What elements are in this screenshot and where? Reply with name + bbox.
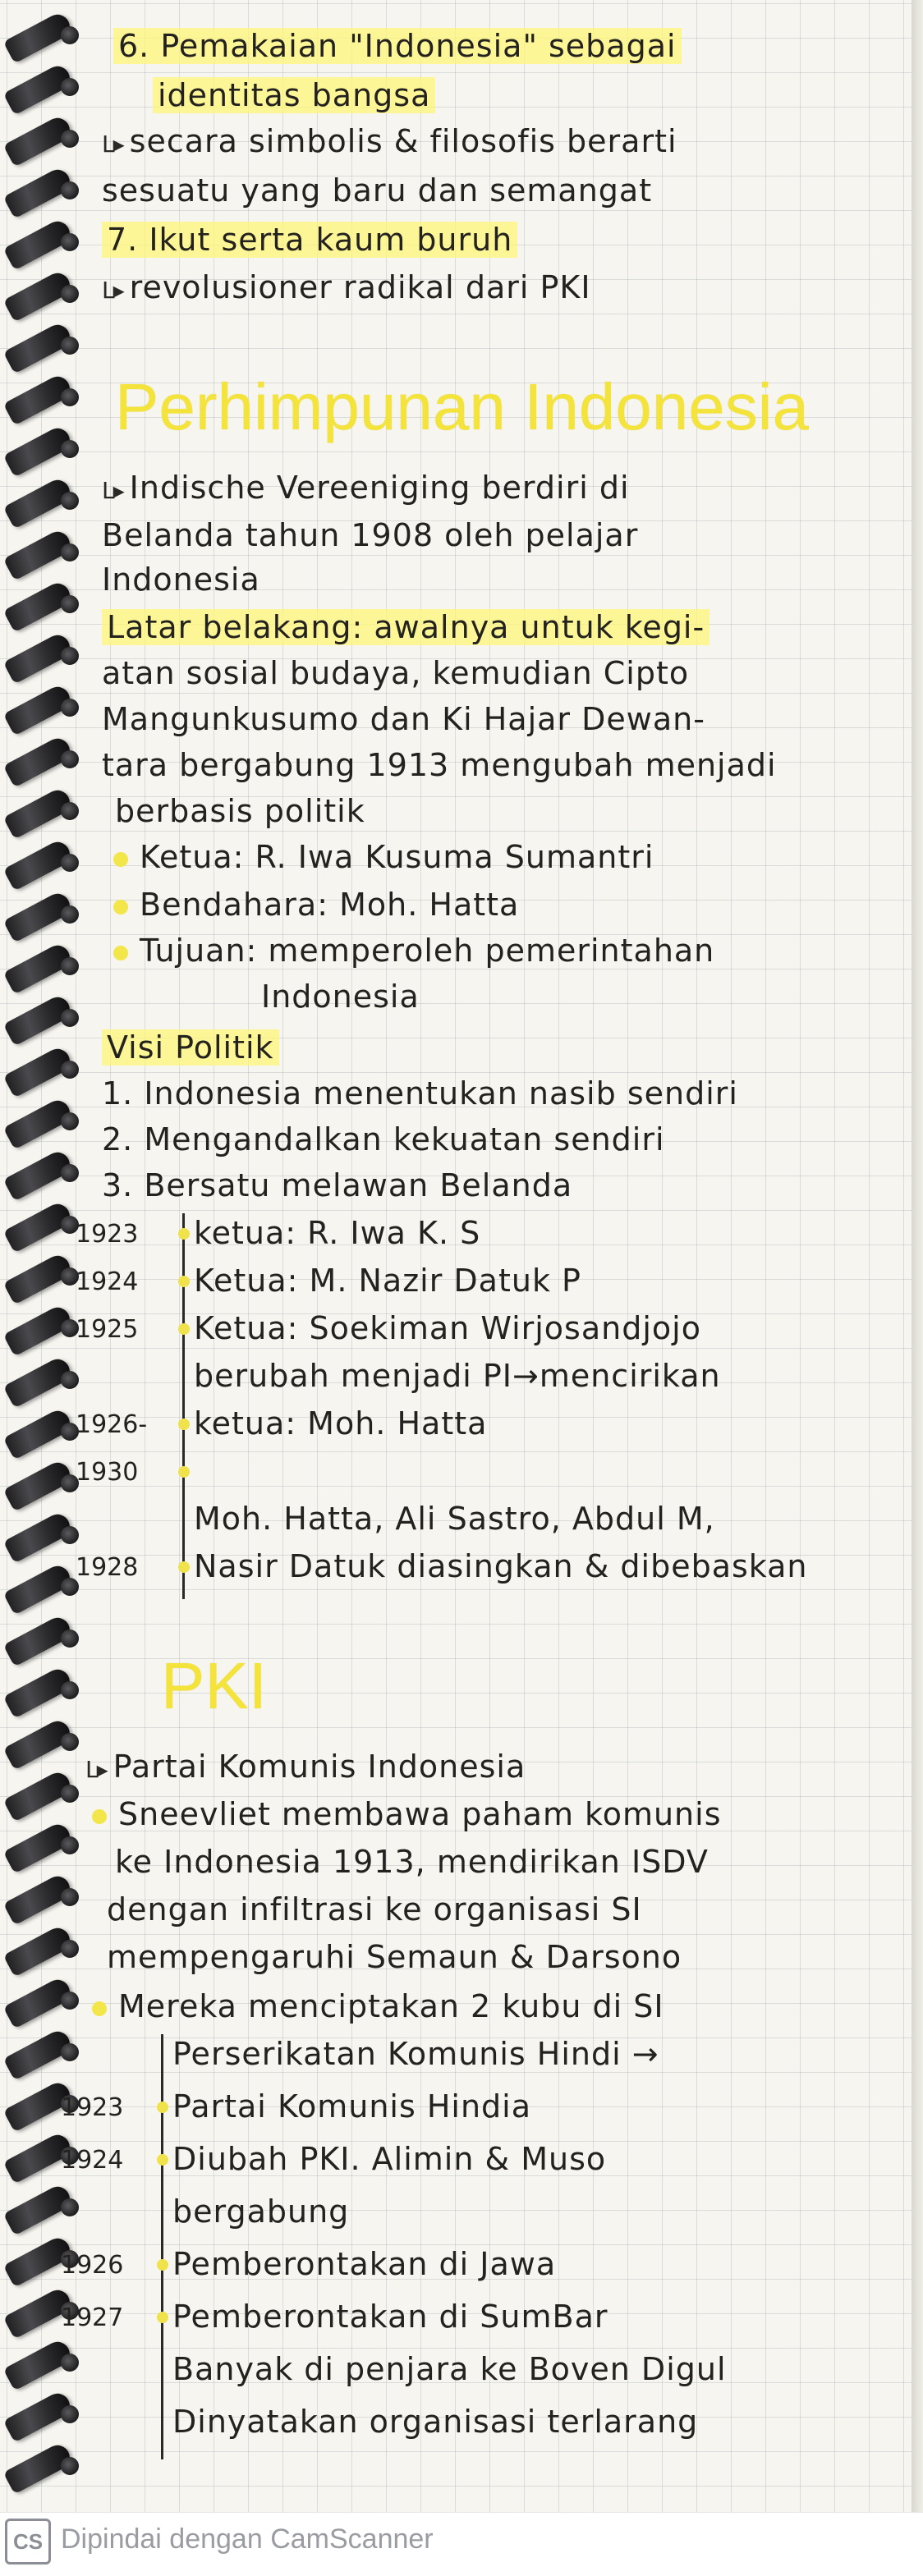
timeline-dot xyxy=(157,2312,168,2323)
binding-hole xyxy=(61,1112,79,1130)
spiral-binding xyxy=(0,0,99,2512)
pki-line-1 xyxy=(85,1747,526,1790)
pi-line-7: tara bergabung 1913 mengubah menjadi xyxy=(102,747,777,783)
bullet-icon xyxy=(92,2001,107,2016)
timeline-year: 1926- xyxy=(76,1410,148,1439)
list-item-6 xyxy=(113,26,682,66)
binding-hole xyxy=(61,2198,79,2216)
pi-bullet-3-text: Tujuan: memperoleh pemerintahan xyxy=(140,933,715,969)
pi-line-8: berbasis politik xyxy=(115,793,365,829)
binding-hole xyxy=(61,78,79,96)
page-edge xyxy=(912,0,923,2512)
pki-bullet-2-text: Mereka menciptakan 2 kubu di SI xyxy=(118,1988,664,2024)
timeline-text: Banyak di penjara ke Boven Digul xyxy=(172,2351,727,2387)
pi-visi-1: 1. Indonesia menentukan nasib sendiri xyxy=(102,1075,738,1112)
pi-bullet-1-text: Ketua: R. Iwa Kusuma Sumantri xyxy=(140,839,654,875)
timeline-dot xyxy=(178,1419,190,1430)
timeline-dot xyxy=(178,1466,190,1478)
binding-hole xyxy=(61,1733,79,1751)
binding-hole xyxy=(61,1992,79,2010)
timeline-year: 1924 xyxy=(61,2146,124,2175)
binding-hole xyxy=(61,1681,79,1699)
pi-bullet-3-cont: Indonesia xyxy=(261,979,420,1015)
arrow-icon: L▸ xyxy=(102,477,123,504)
timeline-dot xyxy=(157,2154,168,2166)
timeline-dot xyxy=(178,1228,190,1240)
note-line-3 xyxy=(102,121,677,164)
timeline-text: Diubah PKI. Alimin & Muso xyxy=(172,2141,607,2177)
section-heading-pi: Perhimpunan Indonesia xyxy=(115,370,810,443)
timeline-year: 1930 xyxy=(76,1458,139,1487)
bullet-icon xyxy=(92,1809,107,1824)
pki-bullet-1-text: Sneevliet membawa paham komunis xyxy=(118,1796,722,1832)
timeline-dot xyxy=(178,1561,190,1573)
timeline-text: ketua: R. Iwa K. S xyxy=(194,1215,481,1251)
camscanner-logo: CS xyxy=(5,2519,51,2565)
timeline-dot xyxy=(178,1323,190,1335)
binding-hole xyxy=(61,285,79,303)
binding-hole xyxy=(61,699,79,717)
pi-bullet-2-text: Bendahara: Moh. Hatta xyxy=(140,887,520,923)
binding-hole xyxy=(61,1061,79,1079)
binding-hole xyxy=(61,1888,79,1906)
pki-bullet-1-cont-2: dengan infiltrasi ke organisasi SI xyxy=(107,1891,642,1927)
timeline-text: Pemberontakan di SumBar xyxy=(172,2299,608,2335)
binding-hole xyxy=(61,2354,79,2372)
bullet-icon xyxy=(113,900,128,914)
timeline-year: 1923 xyxy=(76,1220,139,1249)
timeline-text: Pemberontakan di Jawa xyxy=(172,2246,557,2282)
pki-bullet-1-cont-1: ke Indonesia 1913, mendirikan ISDV xyxy=(115,1844,709,1880)
list-item-6-cont-text: identitas bangsa xyxy=(153,77,435,113)
pi-line-1 xyxy=(102,468,630,511)
timeline-text: bergabung xyxy=(172,2193,350,2230)
arrow-icon: L▸ xyxy=(102,277,123,304)
list-item-6-text: 6. Pemakaian "Indonesia" sebagai xyxy=(113,28,682,64)
list-item-7-text: 7. Ikut serta kaum buruh xyxy=(102,222,517,258)
binding-hole xyxy=(61,2405,79,2423)
binding-hole xyxy=(61,595,79,613)
timeline-text: Ketua: Soekiman Wirjosandjojo xyxy=(194,1310,701,1346)
binding-hole xyxy=(61,337,79,355)
note-line-4: sesuatu yang baru dan semangat xyxy=(102,172,653,209)
binding-hole xyxy=(61,957,79,975)
list-item-6-cont xyxy=(153,76,435,115)
timeline-dot xyxy=(157,2102,168,2113)
pi-line-2: Belanda tahun 1908 oleh pelajar xyxy=(102,517,639,553)
binding-hole xyxy=(61,181,79,199)
pi-visi-heading xyxy=(102,1028,279,1067)
timeline-year: 1927 xyxy=(61,2303,124,2332)
timeline-year: 1923 xyxy=(61,2093,124,2122)
pi-line-5: atan sosial budaya, kemudian Cipto xyxy=(102,655,690,691)
footer-text: Dipindai dengan CamScanner xyxy=(61,2523,434,2555)
binding-hole xyxy=(61,2457,79,2475)
binding-hole xyxy=(61,440,79,458)
binding-hole xyxy=(61,1940,79,1958)
binding-hole xyxy=(61,1009,79,1027)
binding-hole xyxy=(61,1629,79,1648)
binding-hole xyxy=(61,802,79,820)
binding-hole xyxy=(61,1164,79,1182)
binding-hole xyxy=(61,1371,79,1389)
timeline-text: Moh. Hatta, Ali Sastro, Abdul M, xyxy=(194,1501,715,1537)
timeline-line xyxy=(182,1213,185,1599)
list-item-7 xyxy=(102,220,517,259)
pi-line-6: Mangunkusumo dan Ki Hajar Dewan- xyxy=(102,701,705,737)
pi-bullet-3 xyxy=(113,931,714,970)
binding-hole xyxy=(61,1785,79,1803)
section-heading-pki: PKI xyxy=(161,1649,267,1722)
timeline-year: 1926 xyxy=(61,2251,124,2280)
pi-visi-3: 3. Bersatu melawan Belanda xyxy=(102,1167,573,1203)
timeline-text: Perserikatan Komunis Hindi → xyxy=(172,2036,659,2072)
timeline-text: Nasir Datuk diasingkan & dibebaskan xyxy=(194,1548,808,1584)
binding-hole xyxy=(61,26,79,44)
pi-bullet-2 xyxy=(113,885,519,924)
binding-hole xyxy=(61,2043,79,2061)
binding-hole xyxy=(61,854,79,872)
pi-line-4 xyxy=(102,607,709,647)
bullet-icon xyxy=(113,852,128,867)
binding-hole xyxy=(61,543,79,561)
pi-line-3: Indonesia xyxy=(102,561,260,598)
binding-hole xyxy=(61,750,79,768)
pki-bullet-1-cont-3: mempengaruhi Semaun & Darsono xyxy=(107,1939,682,1975)
pi-line-4-text: Latar belakang: awalnya untuk kegi- xyxy=(102,609,709,645)
arrow-icon: L▸ xyxy=(102,131,123,158)
binding-hole xyxy=(61,1836,79,1854)
binding-hole xyxy=(61,388,79,406)
binding-hole xyxy=(61,1526,79,1544)
note-line-6-text: revolusioner radikal dari PKI xyxy=(129,269,591,305)
note-line-3-text: secara simbolis & filosofis berarti xyxy=(129,123,677,159)
binding-hole xyxy=(61,233,79,251)
timeline-year: 1928 xyxy=(76,1553,139,1582)
binding-hole xyxy=(61,905,79,924)
pi-bullet-1 xyxy=(113,837,654,877)
binding-hole xyxy=(61,647,79,665)
pi-visi-2: 2. Mengandalkan kekuatan sendiri xyxy=(102,1121,665,1157)
pki-bullet-2 xyxy=(92,1987,664,2026)
timeline-year: 1925 xyxy=(76,1315,139,1344)
binding-hole xyxy=(61,492,79,510)
arrow-icon: L▸ xyxy=(85,1756,107,1783)
pki-bullet-1 xyxy=(92,1794,722,1834)
note-line-6 xyxy=(102,268,591,310)
bullet-icon xyxy=(113,946,128,960)
pi-line-1-text: Indische Vereeniging berdiri di xyxy=(129,470,630,506)
timeline-dot xyxy=(157,2259,168,2271)
pi-visi-text: Visi Politik xyxy=(102,1029,279,1066)
timeline-dot xyxy=(178,1276,190,1287)
timeline-text: Dinyatakan organisasi terlarang xyxy=(172,2404,699,2440)
timeline-line xyxy=(161,2034,163,2459)
timeline-text: ketua: Moh. Hatta xyxy=(194,1405,488,1442)
timeline-text: Ketua: M. Nazir Datuk P xyxy=(194,1263,581,1299)
timeline-text: berubah menjadi PI→mencirikan xyxy=(194,1358,721,1394)
binding-hole xyxy=(61,130,79,148)
pki-line-1-text: Partai Komunis Indonesia xyxy=(113,1749,526,1785)
timeline-text: Partai Komunis Hindia xyxy=(172,2088,532,2125)
timeline-year: 1924 xyxy=(76,1267,139,1296)
